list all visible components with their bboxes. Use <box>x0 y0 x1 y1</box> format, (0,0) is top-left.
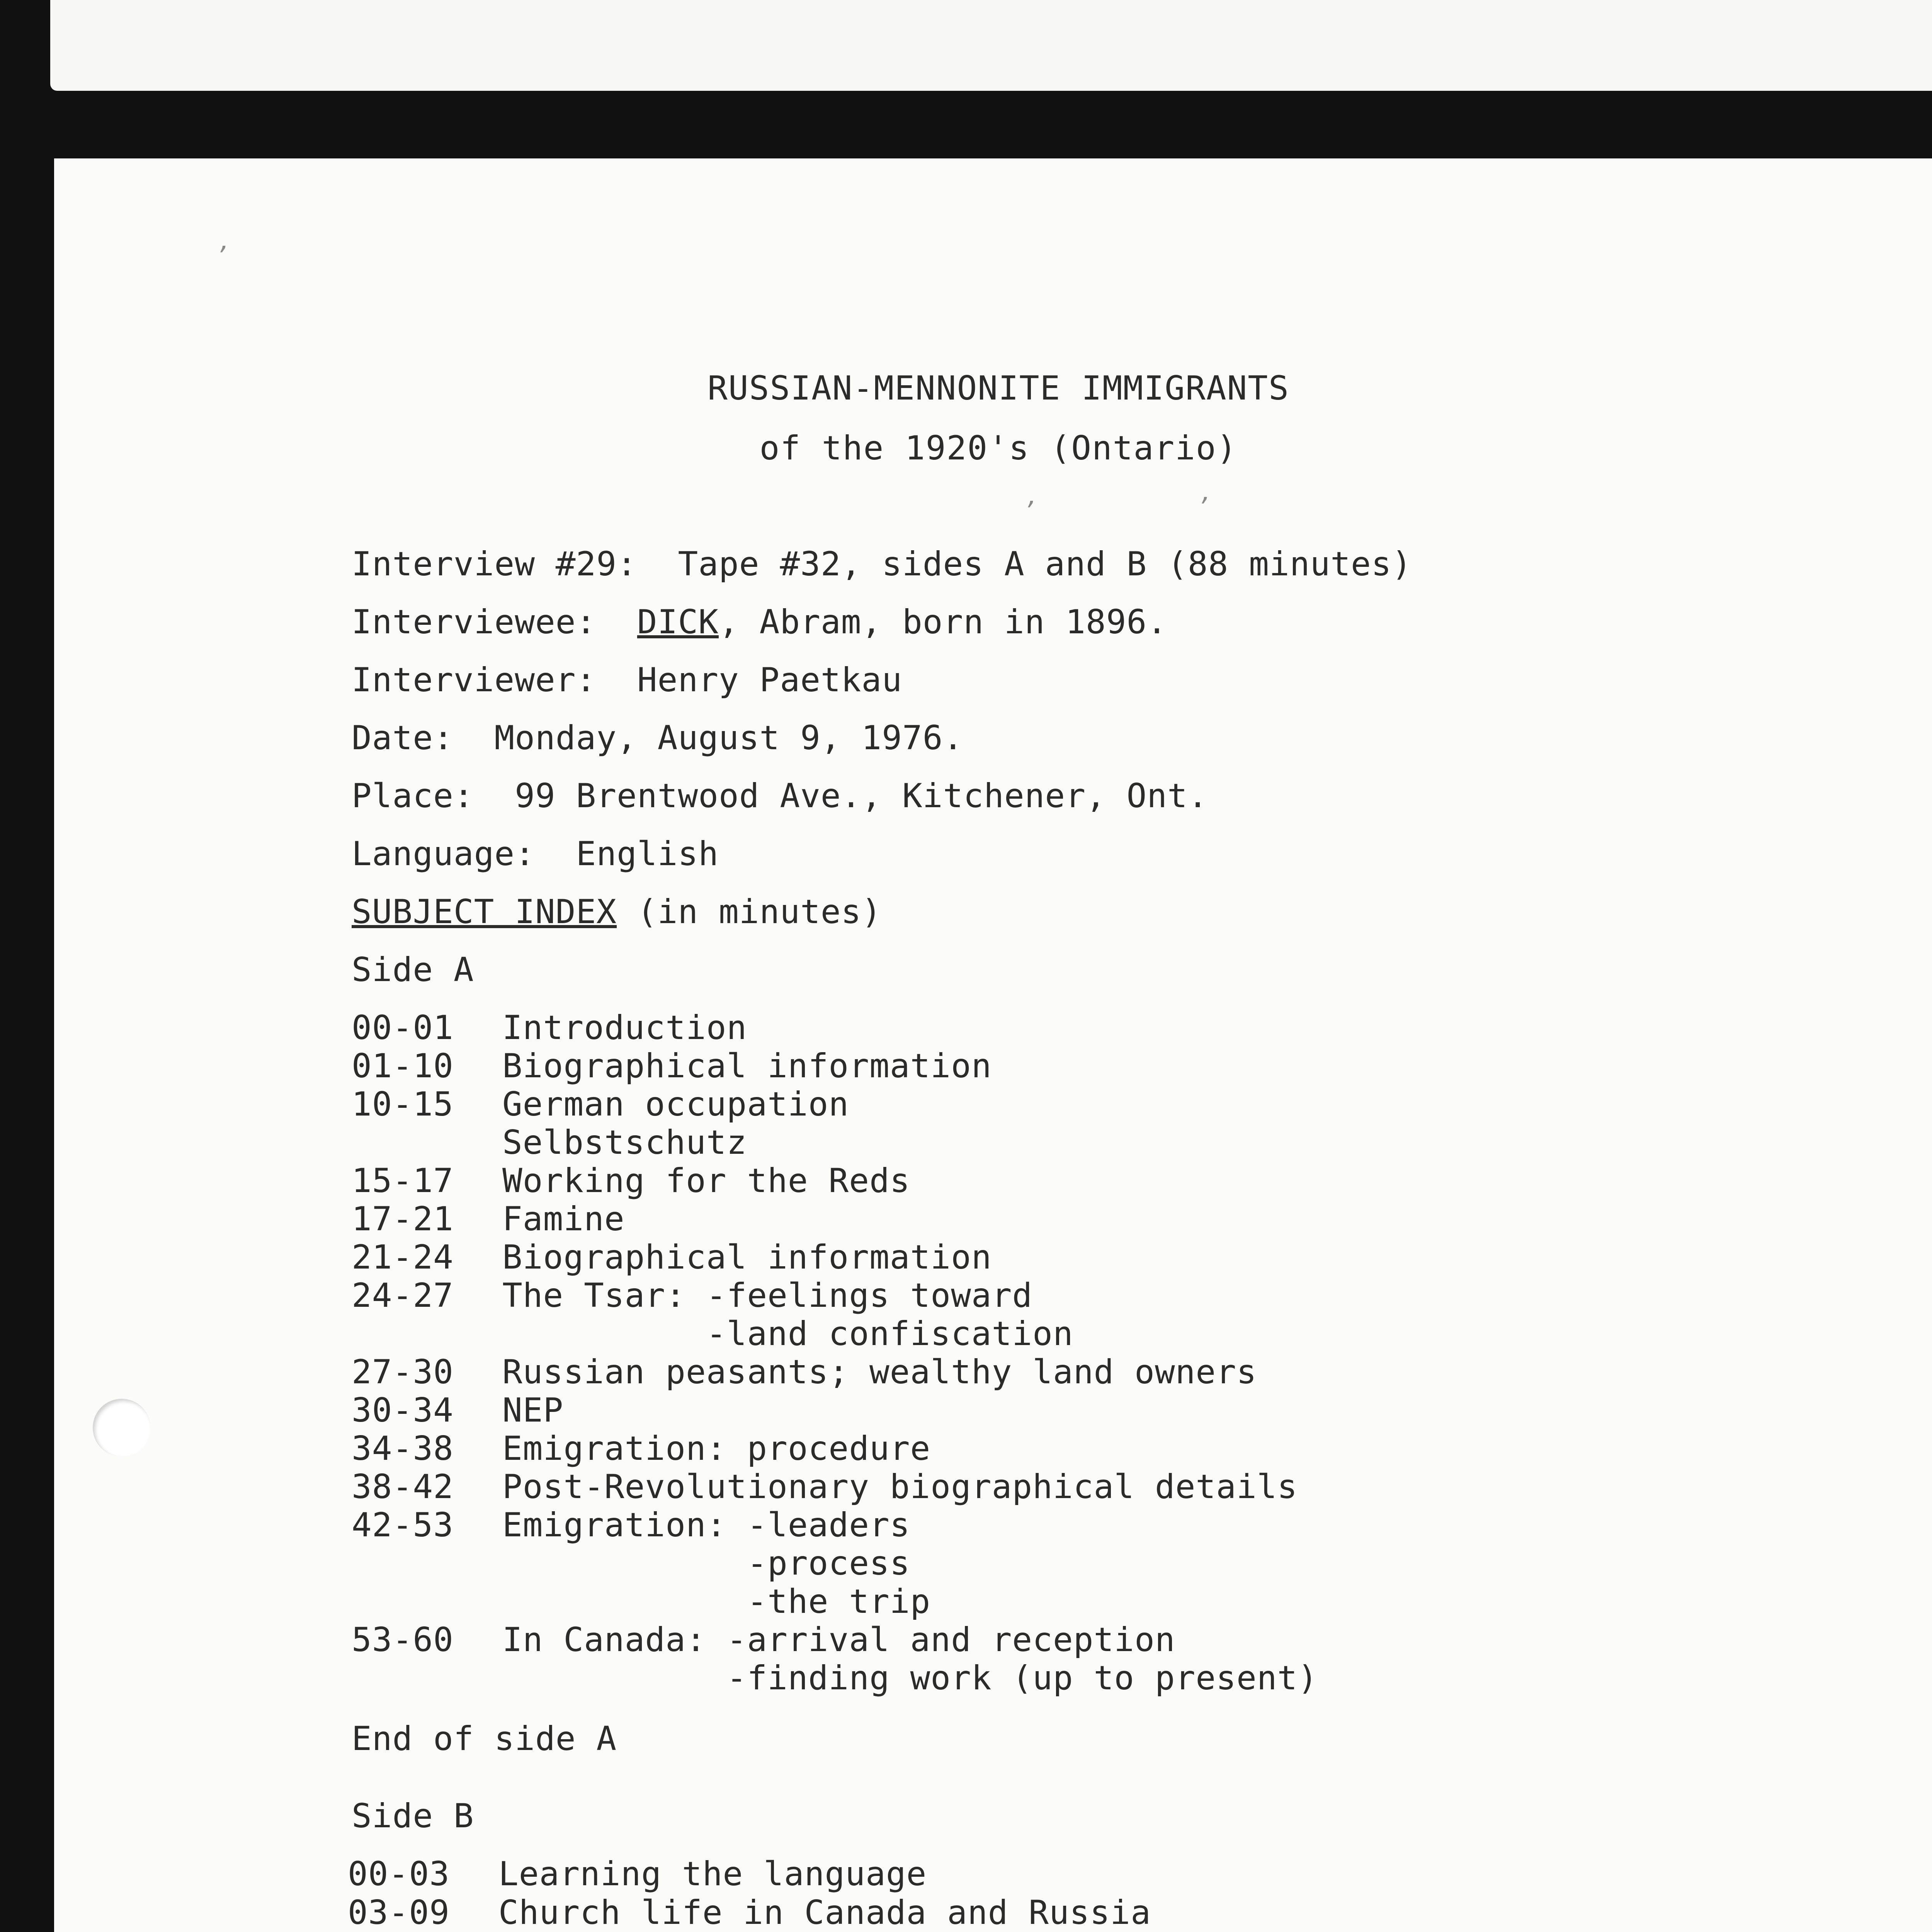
index-row <box>352 1276 1032 1315</box>
index-topic: NEP <box>502 1391 564 1430</box>
index-topic: -land confiscation <box>502 1315 1073 1353</box>
index-row <box>352 1200 625 1238</box>
language-line: Language: English <box>352 835 719 873</box>
pencil-mark: , <box>220 224 229 256</box>
index-topic: Russian peasants; wealthy land owners <box>502 1353 1257 1391</box>
index-topic: -the trip <box>502 1582 931 1621</box>
index-topic: Emigration: -leaders <box>502 1506 910 1544</box>
index-row <box>348 1893 1151 1932</box>
index-time: 38-42 <box>352 1468 454 1506</box>
index-time: 17-21 <box>352 1200 454 1238</box>
side-a-end: End of side A <box>352 1719 617 1758</box>
index-time: 53-60 <box>352 1621 454 1659</box>
pencil-mark: , <box>1202 475 1211 507</box>
index-row <box>348 1855 927 1893</box>
index-time: 03-09 <box>348 1893 450 1932</box>
index-time: 42-53 <box>352 1506 454 1544</box>
interviewer-line: Interviewer: Henry Paetkau <box>352 661 902 699</box>
index-time: 00-03 <box>348 1855 450 1893</box>
index-topic: Working for the Reds <box>502 1162 910 1200</box>
index-topic: Biographical information <box>502 1047 992 1085</box>
index-time: 00-01 <box>352 1009 454 1047</box>
index-topic: Introduction <box>502 1009 747 1047</box>
index-row <box>352 1162 910 1200</box>
index-topic: -process <box>502 1544 910 1583</box>
index-row <box>352 1659 1318 1697</box>
index-row <box>352 1582 930 1621</box>
index-topic: The Tsar: -feelings toward <box>502 1276 1033 1315</box>
index-topic: German occupation <box>502 1085 849 1124</box>
pencil-mark: , <box>1028 479 1037 511</box>
index-row <box>352 1506 910 1544</box>
underlying-page-edge <box>50 0 1932 91</box>
index-topic: Biographical information <box>502 1238 992 1277</box>
index-time: 34-38 <box>352 1429 454 1468</box>
index-row <box>352 1544 910 1583</box>
index-row <box>352 1468 1298 1506</box>
punch-hole-top <box>93 1399 151 1457</box>
index-time: 15-17 <box>352 1162 454 1200</box>
index-row <box>352 1429 930 1468</box>
interview-line: Interview #29: Tape #32, sides A and B (88 minutes) <box>352 545 1412 583</box>
document-page <box>54 158 1932 1932</box>
index-topic: Selbstschutz <box>502 1123 747 1162</box>
index-row <box>352 1353 1257 1391</box>
subject-index-heading: SUBJECT INDEX (in minutes) <box>352 893 882 931</box>
index-row <box>352 1315 1073 1353</box>
index-time: 24-27 <box>352 1276 454 1315</box>
side-b-label: Side B <box>352 1797 474 1835</box>
index-time: 01-10 <box>352 1047 454 1085</box>
place-line: Place: 99 Brentwood Ave., Kitchener, Ont. <box>352 777 1208 815</box>
index-topic: Famine <box>502 1200 625 1238</box>
side-a-label: Side A <box>352 951 474 989</box>
index-row <box>352 1009 747 1047</box>
index-row <box>352 1085 849 1124</box>
date-line: Date: Monday, August 9, 1976. <box>352 719 964 757</box>
index-row <box>352 1621 1175 1659</box>
index-row <box>352 1238 992 1277</box>
index-row <box>352 1047 992 1085</box>
document-subtitle: of the 1920's (Ontario) <box>759 429 1238 468</box>
document-title: RUSSIAN-MENNONITE IMMIGRANTS <box>707 369 1289 408</box>
index-topic: Church life in Canada and Russia <box>498 1893 1151 1932</box>
index-time: 30-34 <box>352 1391 454 1430</box>
index-topic: Emigration: procedure <box>502 1429 931 1468</box>
index-topic: -finding work (up to present) <box>502 1659 1318 1697</box>
interviewee-surname: DICK <box>637 603 719 641</box>
index-time: 10-15 <box>352 1085 454 1124</box>
index-row <box>352 1391 563 1430</box>
index-topic: Post-Revolutionary biographical details <box>502 1468 1298 1506</box>
index-row <box>352 1123 747 1162</box>
index-topic: In Canada: -arrival and reception <box>502 1621 1175 1659</box>
interviewee-line: Interviewee: DICK, Abram, born in 1896. <box>352 603 1168 641</box>
index-time: 27-30 <box>352 1353 454 1391</box>
index-topic: Learning the language <box>498 1855 927 1893</box>
index-time: 21-24 <box>352 1238 454 1277</box>
